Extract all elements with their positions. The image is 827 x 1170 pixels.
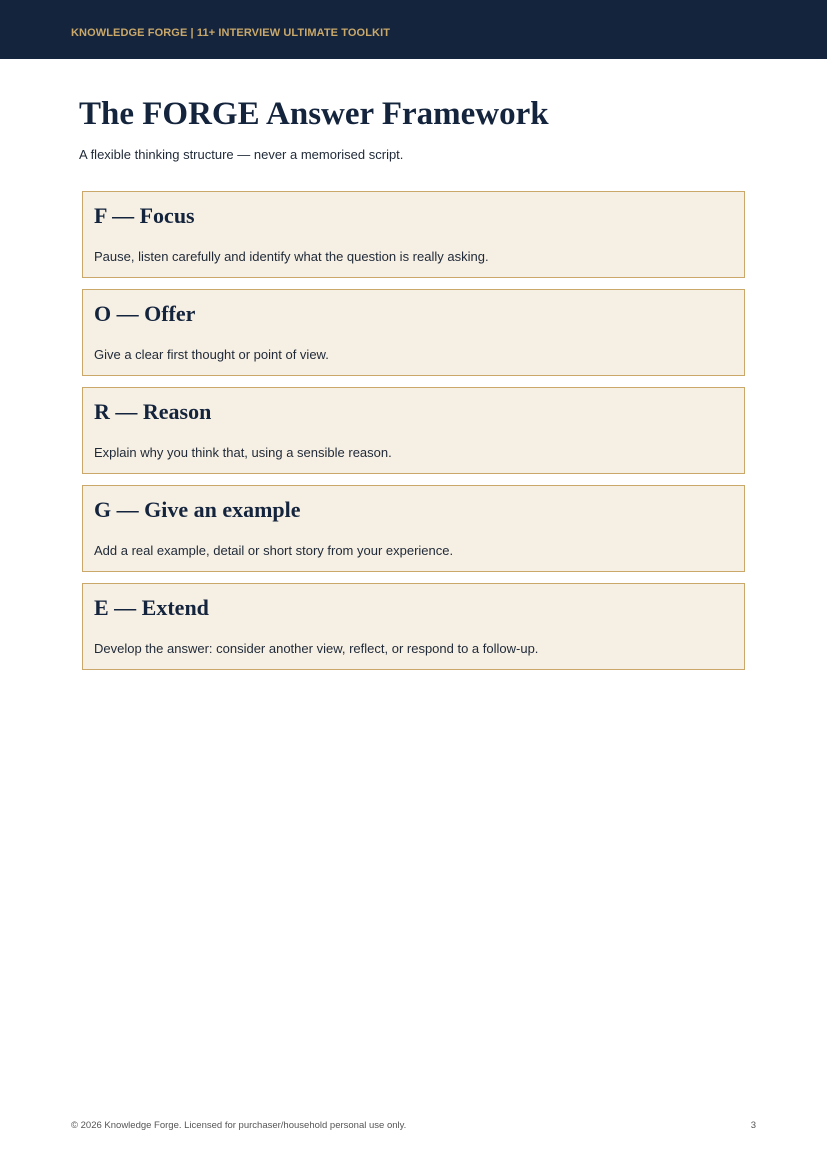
step-card-give-example: [82, 485, 745, 572]
framework-steps: [82, 191, 745, 681]
step-description: Give a clear first thought or point of view.: [94, 347, 329, 362]
header-band: [0, 0, 827, 59]
page-title: The FORGE Answer Framework: [79, 96, 549, 132]
step-card-extend: [82, 583, 745, 670]
footer-copyright: © 2026 Knowledge Forge. Licensed for purchaser/household personal use only.: [71, 1120, 407, 1131]
step-description: Pause, listen carefully and identify what the question is really asking.: [94, 249, 489, 264]
step-description: Add a real example, detail or short story from your experience.: [94, 543, 454, 558]
step-title: O — Offer: [94, 301, 196, 326]
step-title: R — Reason: [94, 399, 212, 424]
step-card-focus: [82, 191, 745, 278]
page-number: 3: [750, 1120, 756, 1131]
step-title: G — Give an example: [94, 497, 301, 522]
step-description: Explain why you think that, using a sensible reason.: [94, 445, 392, 460]
header-brand-line: KNOWLEDGE FORGE | 11+ INTERVIEW ULTIMATE TOOLKIT: [71, 27, 391, 39]
step-card-offer: [82, 289, 745, 376]
step-description: Develop the answer: consider another view, reflect, or respond to a follow-up.: [94, 641, 539, 656]
step-title: E — Extend: [94, 595, 209, 620]
page-subtitle: A flexible thinking structure — never a memorised script.: [79, 147, 404, 162]
step-card-reason: [82, 387, 745, 474]
step-title: F — Focus: [94, 203, 195, 228]
